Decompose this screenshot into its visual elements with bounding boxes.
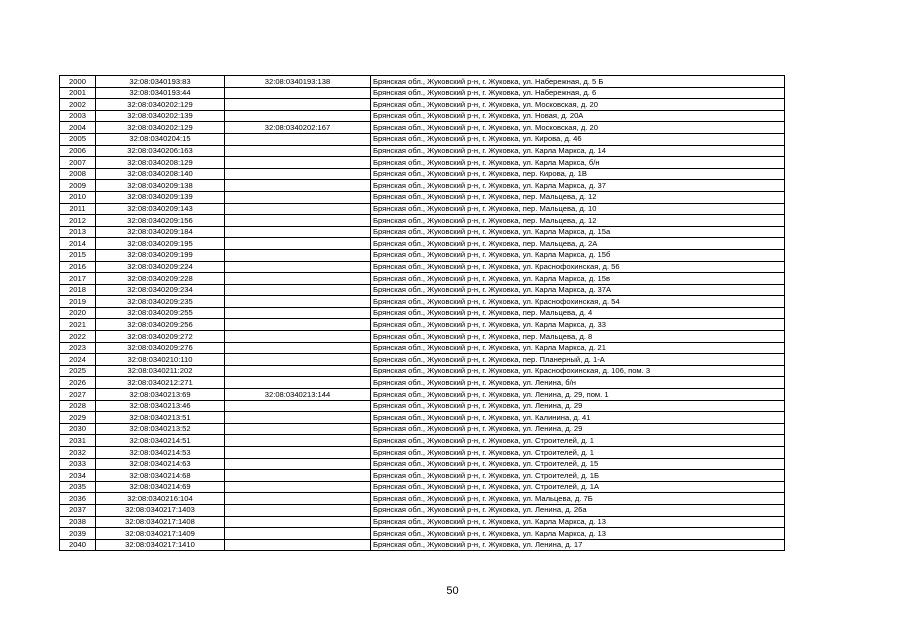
row-number-cell: 2034 <box>60 470 96 482</box>
table-row <box>60 539 785 551</box>
related-cadastral-number-cell <box>225 110 371 122</box>
related-cadastral-number-cell: 32:08:0340193:138 <box>225 76 371 88</box>
cadastral-number-cell: 32:08:0340193:44 <box>96 87 225 99</box>
row-number-cell: 2021 <box>60 319 96 331</box>
row-number-cell: 2015 <box>60 249 96 261</box>
related-cadastral-number-cell <box>225 284 371 296</box>
row-number-cell: 2031 <box>60 435 96 447</box>
address-cell: Брянская обл., Жуковский р-н, г. Жуковка, ул. Краснофохинская, д. 56 <box>371 261 785 273</box>
address-cell: Брянская обл., Жуковский р-н, г. Жуковка, ул. Карла Маркса, д. 15в <box>371 273 785 285</box>
row-number-cell: 2006 <box>60 145 96 157</box>
cadastral-number-cell: 32:08:0340213:69 <box>96 389 225 401</box>
address-cell: Брянская обл., Жуковский р-н, г. Жуковка, ул. Мальцева, д. 7Б <box>371 493 785 505</box>
cadastral-number-cell: 32:08:0340214:53 <box>96 447 225 459</box>
related-cadastral-number-cell <box>225 481 371 493</box>
row-number-cell: 2036 <box>60 493 96 505</box>
table-row <box>60 354 785 366</box>
table-row <box>60 76 785 88</box>
table-row <box>60 365 785 377</box>
row-number-cell: 2028 <box>60 400 96 412</box>
address-cell: Брянская обл., Жуковский р-н, г. Жуковка, ул. Ленина, д. 29, пом. 1 <box>371 389 785 401</box>
table-row <box>60 133 785 145</box>
table-row <box>60 481 785 493</box>
related-cadastral-number-cell <box>225 87 371 99</box>
cadastral-number-cell: 32:08:0340202:129 <box>96 99 225 111</box>
table-row <box>60 516 785 528</box>
table-row <box>60 342 785 354</box>
table-row <box>60 377 785 389</box>
table-row <box>60 493 785 505</box>
row-number-cell: 2027 <box>60 389 96 401</box>
address-cell: Брянская обл., Жуковский р-н, г. Жуковка, пер. Мальцева, д. 10 <box>371 203 785 215</box>
related-cadastral-number-cell <box>225 226 371 238</box>
table-row <box>60 122 785 134</box>
address-cell: Брянская обл., Жуковский р-н, г. Жуковка, ул. Ленина, д. 17 <box>371 539 785 551</box>
row-number-cell: 2017 <box>60 273 96 285</box>
row-number-cell: 2037 <box>60 504 96 516</box>
related-cadastral-number-cell <box>225 203 371 215</box>
address-cell: Брянская обл., Жуковский р-н, г. Жуковка, пер. Мальцева, д. 2А <box>371 238 785 250</box>
table-row <box>60 168 785 180</box>
related-cadastral-number-cell <box>225 145 371 157</box>
row-number-cell: 2019 <box>60 296 96 308</box>
related-cadastral-number-cell <box>225 412 371 424</box>
cadastral-number-cell: 32:08:0340209:138 <box>96 180 225 192</box>
row-number-cell: 2033 <box>60 458 96 470</box>
row-number-cell: 2032 <box>60 447 96 459</box>
table-row <box>60 145 785 157</box>
table-row <box>60 447 785 459</box>
related-cadastral-number-cell <box>225 191 371 203</box>
related-cadastral-number-cell <box>225 458 371 470</box>
table-row <box>60 157 785 169</box>
row-number-cell: 2014 <box>60 238 96 250</box>
table-row <box>60 273 785 285</box>
address-cell: Брянская обл., Жуковский р-н, г. Жуковка, пер. Мальцева, д. 4 <box>371 307 785 319</box>
address-cell: Брянская обл., Жуковский р-н, г. Жуковка, ул. Карла Маркса, д. 33 <box>371 319 785 331</box>
cadastral-number-cell: 32:08:0340209:156 <box>96 215 225 227</box>
table-row <box>60 203 785 215</box>
table-row <box>60 412 785 424</box>
cadastral-number-cell: 32:08:0340212:271 <box>96 377 225 389</box>
table-row <box>60 87 785 99</box>
row-number-cell: 2009 <box>60 180 96 192</box>
address-cell: Брянская обл., Жуковский р-н, г. Жуковка, ул. Ленина, д. 26а <box>371 504 785 516</box>
table-row <box>60 528 785 540</box>
address-cell: Брянская обл., Жуковский р-н, г. Жуковка, пер. Мальцева, д. 8 <box>371 331 785 343</box>
row-number-cell: 2004 <box>60 122 96 134</box>
table-row <box>60 400 785 412</box>
cadastral-number-cell: 32:08:0340208:140 <box>96 168 225 180</box>
row-number-cell: 2002 <box>60 99 96 111</box>
table-row <box>60 307 785 319</box>
table-row <box>60 504 785 516</box>
address-cell: Брянская обл., Жуковский р-н, г. Жуковка, ул. Карла Маркса, д. 13 <box>371 528 785 540</box>
cadastral-number-cell: 32:08:0340213:46 <box>96 400 225 412</box>
address-cell: Брянская обл., Жуковский р-н, г. Жуковка, пер. Планерный, д. 1-А <box>371 354 785 366</box>
cadastral-number-cell: 32:08:0340209:255 <box>96 307 225 319</box>
related-cadastral-number-cell <box>225 342 371 354</box>
address-cell: Брянская обл., Жуковский р-н, г. Жуковка, ул. Карла Маркса, д. 37 <box>371 180 785 192</box>
cadastral-number-cell: 32:08:0340209:143 <box>96 203 225 215</box>
address-cell: Брянская обл., Жуковский р-н, г. Жуковка, ул. Набережная, д. 5 Б <box>371 76 785 88</box>
cadastral-number-cell: 32:08:0340202:129 <box>96 122 225 134</box>
related-cadastral-number-cell <box>225 180 371 192</box>
cadastral-number-cell: 32:08:0340209:195 <box>96 238 225 250</box>
address-cell: Брянская обл., Жуковский р-н, г. Жуковка, ул. Карла Маркса, б/н <box>371 157 785 169</box>
related-cadastral-number-cell <box>225 528 371 540</box>
cadastral-number-cell: 32:08:0340214:63 <box>96 458 225 470</box>
address-cell: Брянская обл., Жуковский р-н, г. Жуковка, ул. Ленина, б/н <box>371 377 785 389</box>
cadastral-number-cell: 32:08:0340214:68 <box>96 470 225 482</box>
cadastral-number-cell: 32:08:0340204:15 <box>96 133 225 145</box>
table-row <box>60 296 785 308</box>
cadastral-number-cell: 32:08:0340209:272 <box>96 331 225 343</box>
cadastral-number-cell: 32:08:0340202:139 <box>96 110 225 122</box>
cadastral-number-cell: 32:08:0340209:256 <box>96 319 225 331</box>
related-cadastral-number-cell <box>225 157 371 169</box>
cadastral-number-cell: 32:08:0340213:52 <box>96 423 225 435</box>
table-row <box>60 238 785 250</box>
row-number-cell: 2029 <box>60 412 96 424</box>
row-number-cell: 2001 <box>60 87 96 99</box>
table-row <box>60 435 785 447</box>
cadastral-number-cell: 32:08:0340216:104 <box>96 493 225 505</box>
related-cadastral-number-cell <box>225 400 371 412</box>
related-cadastral-number-cell <box>225 539 371 551</box>
cadastral-number-cell: 32:08:0340214:51 <box>96 435 225 447</box>
address-cell: Брянская обл., Жуковский р-н, г. Жуковка, ул. Строителей, д. 1Б <box>371 470 785 482</box>
cadastral-number-cell: 32:08:0340209:276 <box>96 342 225 354</box>
related-cadastral-number-cell <box>225 447 371 459</box>
related-cadastral-number-cell <box>225 354 371 366</box>
table-row <box>60 319 785 331</box>
related-cadastral-number-cell <box>225 249 371 261</box>
table-row <box>60 249 785 261</box>
row-number-cell: 2040 <box>60 539 96 551</box>
related-cadastral-number-cell <box>225 423 371 435</box>
row-number-cell: 2018 <box>60 284 96 296</box>
page-number: 50 <box>446 585 459 597</box>
related-cadastral-number-cell <box>225 504 371 516</box>
row-number-cell: 2030 <box>60 423 96 435</box>
row-number-cell: 2010 <box>60 191 96 203</box>
address-cell: Брянская обл., Жуковский р-н, г. Жуковка, ул. Карла Маркса, д. 37А <box>371 284 785 296</box>
related-cadastral-number-cell <box>225 493 371 505</box>
address-cell: Брянская обл., Жуковский р-н, г. Жуковка, пер. Мальцева, д. 12 <box>371 191 785 203</box>
address-cell: Брянская обл., Жуковский р-н, г. Жуковка, ул. Строителей, д. 15 <box>371 458 785 470</box>
address-cell: Брянская обл., Жуковский р-н, г. Жуковка, ул. Московская, д. 20 <box>371 122 785 134</box>
cadastral-number-cell: 32:08:0340213:51 <box>96 412 225 424</box>
row-number-cell: 2013 <box>60 226 96 238</box>
address-cell: Брянская обл., Жуковский р-н, г. Жуковка, пер. Кирова, д. 1В <box>371 168 785 180</box>
row-number-cell: 2024 <box>60 354 96 366</box>
row-number-cell: 2012 <box>60 215 96 227</box>
address-cell: Брянская обл., Жуковский р-н, г. Жуковка, ул. Новая, д. 20А <box>371 110 785 122</box>
related-cadastral-number-cell <box>225 331 371 343</box>
related-cadastral-number-cell <box>225 168 371 180</box>
related-cadastral-number-cell: 32:08:0340213:144 <box>225 389 371 401</box>
related-cadastral-number-cell <box>225 215 371 227</box>
address-cell: Брянская обл., Жуковский р-н, г. Жуковка, ул. Строителей, д. 1 <box>371 447 785 459</box>
related-cadastral-number-cell <box>225 238 371 250</box>
row-number-cell: 2003 <box>60 110 96 122</box>
cadastral-number-cell: 32:08:0340209:199 <box>96 249 225 261</box>
row-number-cell: 2011 <box>60 203 96 215</box>
related-cadastral-number-cell <box>225 470 371 482</box>
related-cadastral-number-cell <box>225 377 371 389</box>
row-number-cell: 2007 <box>60 157 96 169</box>
table-row <box>60 458 785 470</box>
related-cadastral-number-cell <box>225 261 371 273</box>
row-number-cell: 2025 <box>60 365 96 377</box>
row-number-cell: 2039 <box>60 528 96 540</box>
related-cadastral-number-cell <box>225 516 371 528</box>
address-cell: Брянская обл., Жуковский р-н, г. Жуковка, пер. Мальцева, д. 12 <box>371 215 785 227</box>
table-row <box>60 226 785 238</box>
address-cell: Брянская обл., Жуковский р-н, г. Жуковка, ул. Кирова, д. 46 <box>371 133 785 145</box>
address-cell: Брянская обл., Жуковский р-н, г. Жуковка, ул. Карла Маркса, д. 13 <box>371 516 785 528</box>
table-row <box>60 99 785 111</box>
cadastral-number-cell: 32:08:0340208:129 <box>96 157 225 169</box>
address-cell: Брянская обл., Жуковский р-н, г. Жуковка, ул. Карла Маркса, д. 15а <box>371 226 785 238</box>
row-number-cell: 2008 <box>60 168 96 180</box>
cadastral-number-cell: 32:08:0340209:139 <box>96 191 225 203</box>
address-cell: Брянская обл., Жуковский р-н, г. Жуковка, ул. Калинина, д. 41 <box>371 412 785 424</box>
row-number-cell: 2038 <box>60 516 96 528</box>
cadastral-number-cell: 32:08:0340209:228 <box>96 273 225 285</box>
cadastral-number-cell: 32:08:0340211:202 <box>96 365 225 377</box>
table-row <box>60 180 785 192</box>
row-number-cell: 2016 <box>60 261 96 273</box>
related-cadastral-number-cell <box>225 273 371 285</box>
data-table <box>59 75 785 551</box>
address-cell: Брянская обл., Жуковский р-н, г. Жуковка, ул. Краснофохинская, д. 106, пом. 3 <box>371 365 785 377</box>
related-cadastral-number-cell <box>225 307 371 319</box>
cadastral-number-cell: 32:08:0340209:235 <box>96 296 225 308</box>
address-cell: Брянская обл., Жуковский р-н, г. Жуковка, ул. Карла Маркса, д. 14 <box>371 145 785 157</box>
cadastral-number-cell: 32:08:0340217:1408 <box>96 516 225 528</box>
table-row <box>60 284 785 296</box>
table-row <box>60 389 785 401</box>
cadastral-number-cell: 32:08:0340209:234 <box>96 284 225 296</box>
address-cell: Брянская обл., Жуковский р-н, г. Жуковка, ул. Ленина, д. 29 <box>371 423 785 435</box>
related-cadastral-number-cell <box>225 319 371 331</box>
row-number-cell: 2005 <box>60 133 96 145</box>
address-cell: Брянская обл., Жуковский р-н, г. Жуковка, ул. Строителей, д. 1А <box>371 481 785 493</box>
cadastral-number-cell: 32:08:0340193:83 <box>96 76 225 88</box>
cadastral-number-cell: 32:08:0340210:110 <box>96 354 225 366</box>
table-body <box>60 76 785 551</box>
row-number-cell: 2026 <box>60 377 96 389</box>
related-cadastral-number-cell <box>225 133 371 145</box>
row-number-cell: 2035 <box>60 481 96 493</box>
cadastral-number-cell: 32:08:0340217:1410 <box>96 539 225 551</box>
address-cell: Брянская обл., Жуковский р-н, г. Жуковка, ул. Краснофохинская, д. 54 <box>371 296 785 308</box>
table-row <box>60 215 785 227</box>
address-cell: Брянская обл., Жуковский р-н, г. Жуковка, ул. Московская, д. 20 <box>371 99 785 111</box>
table-row <box>60 110 785 122</box>
table-row <box>60 191 785 203</box>
row-number-cell: 2023 <box>60 342 96 354</box>
row-number-cell: 2020 <box>60 307 96 319</box>
address-cell: Брянская обл., Жуковский р-н, г. Жуковка, ул. Карла Маркса, д. 15б <box>371 249 785 261</box>
related-cadastral-number-cell <box>225 99 371 111</box>
table-row <box>60 261 785 273</box>
cadastral-number-cell: 32:08:0340217:1409 <box>96 528 225 540</box>
address-cell: Брянская обл., Жуковский р-н, г. Жуковка, ул. Ленина, д. 29 <box>371 400 785 412</box>
related-cadastral-number-cell <box>225 296 371 308</box>
table-row <box>60 423 785 435</box>
table-row <box>60 470 785 482</box>
row-number-cell: 2022 <box>60 331 96 343</box>
cadastral-number-cell: 32:08:0340209:224 <box>96 261 225 273</box>
address-cell: Брянская обл., Жуковский р-н, г. Жуковка, ул. Строителей, д. 1 <box>371 435 785 447</box>
related-cadastral-number-cell <box>225 435 371 447</box>
related-cadastral-number-cell <box>225 365 371 377</box>
cadastral-number-cell: 32:08:0340214:69 <box>96 481 225 493</box>
table-row <box>60 331 785 343</box>
address-cell: Брянская обл., Жуковский р-н, г. Жуковка, ул. Набережная, д. 6 <box>371 87 785 99</box>
cadastral-number-cell: 32:08:0340206:163 <box>96 145 225 157</box>
cadastral-number-cell: 32:08:0340209:184 <box>96 226 225 238</box>
address-cell: Брянская обл., Жуковский р-н, г. Жуковка, ул. Карла Маркса, д. 21 <box>371 342 785 354</box>
cadastral-number-cell: 32:08:0340217:1403 <box>96 504 225 516</box>
related-cadastral-number-cell: 32:08:0340202:167 <box>225 122 371 134</box>
row-number-cell: 2000 <box>60 76 96 88</box>
